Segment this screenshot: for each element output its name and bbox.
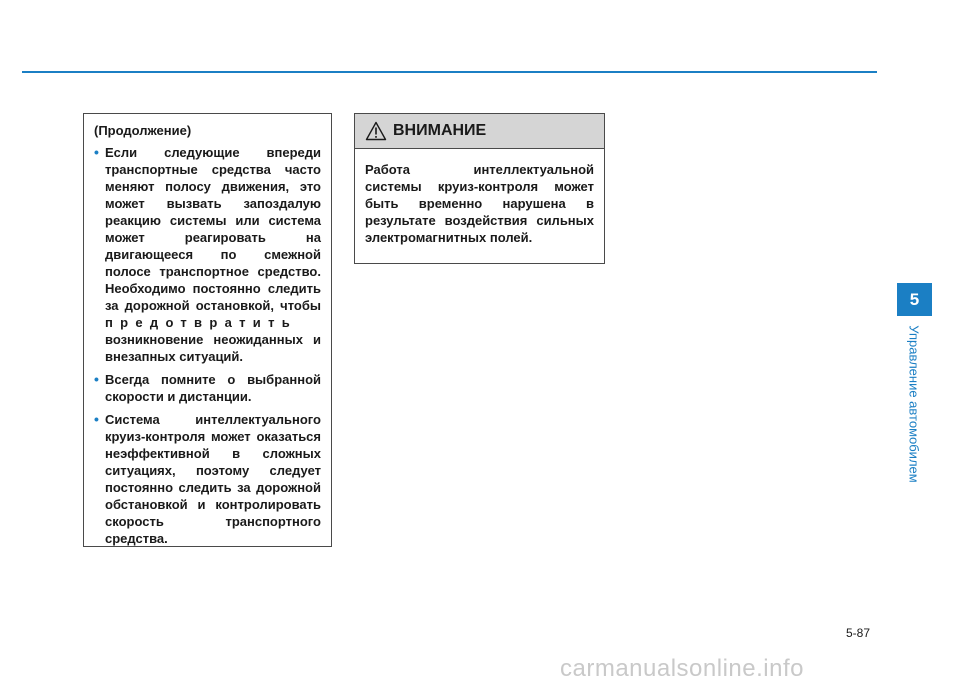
bullet-icon: • bbox=[94, 371, 99, 387]
continued-label: (Продолжение) bbox=[94, 123, 192, 138]
warning-title: ВНИМАНИЕ bbox=[393, 122, 487, 139]
warning-triangle-icon bbox=[365, 121, 387, 141]
continued-notes-box bbox=[83, 113, 332, 547]
list-item bbox=[94, 144, 321, 365]
chapter-side-label: Управление автомобилем bbox=[906, 325, 922, 483]
list-item bbox=[94, 411, 321, 547]
watermark: carmanualsonline.info bbox=[560, 655, 804, 682]
bullet-icon: • bbox=[94, 411, 99, 427]
warning-header bbox=[355, 114, 604, 149]
chapter-tab: 5 bbox=[897, 283, 932, 316]
note-text: Система интеллектуального круиз-контроля может оказаться неэффективной в сложных ситуациях, поэтому следует постоянно следить за дорожной обстановкой и контролировать скорость транспортного средства. bbox=[105, 412, 321, 546]
warning-box bbox=[354, 113, 605, 264]
top-rule bbox=[22, 71, 877, 73]
warning-text: Работа интеллектуальной системы круиз-контроля может быть временно нарушена в результате воздействия сильных электромагнитных полей. bbox=[365, 162, 594, 245]
list-item bbox=[94, 371, 321, 405]
note-text: Всегда помните о выбранной скорости и дистанции. bbox=[105, 372, 321, 404]
bullet-icon: • bbox=[94, 144, 99, 160]
note-text: возникновение неожиданных и внезапных ситуаций. bbox=[105, 332, 321, 364]
page-number: 5-87 bbox=[846, 626, 871, 640]
notes-list bbox=[94, 144, 321, 547]
note-text: Если следующие впереди транспортные средства часто меняют полосу движения, это может вызвать запоздалую реакцию системы или система может реагировать на двигающееся по смежной полосе транспортное средство. Необходимо постоянно следить за дорожной остановкой, чтобы bbox=[105, 145, 321, 313]
note-text-spaced: предотвратить bbox=[105, 315, 298, 330]
